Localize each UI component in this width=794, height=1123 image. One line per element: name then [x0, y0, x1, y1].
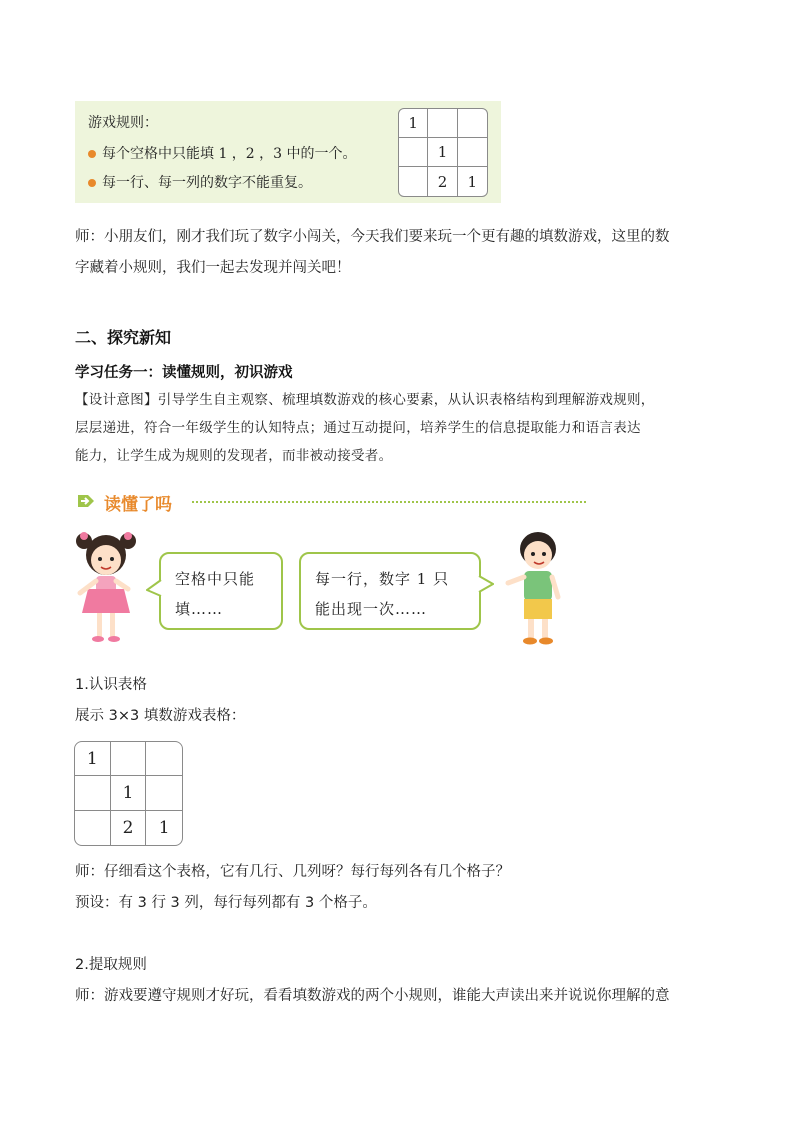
rule-item: 每个空格中只能填 1 ，2 ，3 中的一个。: [88, 143, 357, 163]
step2-text: 师：游戏要遵守规则才好玩，看看填数游戏的两个小规则，谁能大声读出来并说说你理解的意: [75, 988, 670, 1004]
grid-cell: [399, 167, 428, 196]
grid-cell: [428, 109, 457, 138]
section-heading: 二、探究新知: [75, 328, 172, 347]
rule-item: 每一行、每一列的数字不能重复。: [88, 172, 312, 192]
arrow-badge-icon: [76, 491, 96, 511]
boy-illustration: [500, 527, 570, 651]
grid-cell: 1: [75, 742, 111, 776]
grid-cell: 2: [111, 811, 147, 845]
banner-divider: [192, 501, 586, 503]
intro-paragraph: 师：小朋友们，刚才我们玩了数字小闯关，今天我们要来玩一个更有趣的填数游戏，这里的数 字藏着小规则，我们一起去发现并闯关吧！: [75, 229, 670, 276]
grid-cell: [146, 776, 182, 810]
design-intent: 【设计意图】引导学生自主观察、梳理填数游戏的核心要素，从认识表格结构到理解游戏规则， 层层递进，符合一年级学生的认知特点；通过互动提问，培养学生的信息提取能力和语言表达 能力，让学生成为规则的发现者，而非被动接受者。: [75, 392, 655, 464]
bullet-icon: [88, 179, 96, 187]
grid-cell: [458, 138, 487, 167]
step1-question: 师：仔细看这个表格，它有几行、几列呀？每行每列各有几个格子？: [75, 864, 510, 880]
speech-bubble-left: 空格中只能 填……: [159, 552, 283, 630]
grid-cell: [111, 742, 147, 776]
grid-cell: [146, 742, 182, 776]
girl-illustration: [70, 527, 142, 647]
grid-cell: 1: [399, 109, 428, 138]
step1-preset: 预设：有 3 行 3 列，每行每列都有 3 个格子。: [75, 895, 377, 911]
grid-cell: [75, 776, 111, 810]
task-heading: 学习任务一：读懂规则，初识游戏: [75, 365, 293, 381]
banner-label: 读懂了吗: [104, 495, 172, 515]
grid-cell: 1: [111, 776, 147, 810]
grid-cell: [75, 811, 111, 845]
rules-title: 游戏规则：: [88, 115, 158, 131]
game-grid: [74, 741, 183, 846]
bubble-tail-left: [146, 578, 162, 598]
speech-bubble-right: 每一行，数字 1 只 能出现一次……: [299, 552, 481, 630]
step1-title: 1.认识表格: [75, 677, 147, 693]
grid-cell: 1: [428, 138, 457, 167]
grid-cell: 1: [158, 817, 170, 838]
grid-cell: [399, 138, 428, 167]
grid-cell: 1: [467, 172, 478, 191]
step2-title: 2.提取规则: [75, 957, 147, 973]
grid-cell: [458, 109, 487, 138]
bubble-tail-right: [478, 574, 494, 594]
example-grid-small: [398, 108, 488, 197]
bullet-icon: [88, 150, 96, 158]
step1-show: 展示 3×3 填数游戏表格：: [75, 708, 246, 724]
grid-cell: 2: [428, 167, 457, 196]
